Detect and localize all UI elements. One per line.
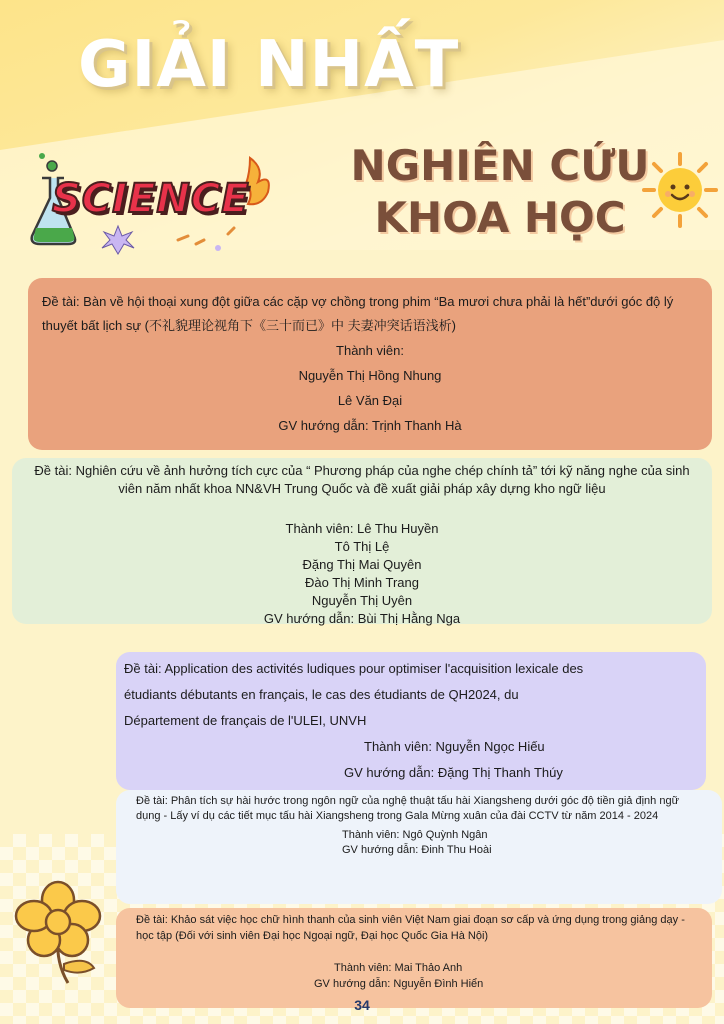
advisor: GV hướng dẫn: Nguyễn Đình Hiển xyxy=(314,978,484,990)
page-number: 34 xyxy=(354,997,370,1013)
member-name: Thành viên: Nguyễn Ngọc Hiếu xyxy=(364,739,545,754)
entry-card-2 xyxy=(12,458,712,624)
advisor: GV hướng dẫn: Đinh Thu Hoài xyxy=(342,844,492,856)
advisor: GV hướng dẫn: Đặng Thị Thanh Thúy xyxy=(344,765,563,780)
member-name: Đào Thị Minh Trang xyxy=(305,575,419,590)
member-name: Thành viên: Mai Thảo Anh xyxy=(334,962,463,974)
page-title: GIẢI NHẤT xyxy=(78,28,460,102)
entry-topic-line: Département de français de l'ULEI, UNVH xyxy=(124,713,367,728)
member-name: Nguyễn Thị Uyên xyxy=(311,593,413,608)
member-name: Tô Thị Lệ xyxy=(334,539,390,554)
advisor: GV hướng dẫn: Bùi Thị Hằng Nga xyxy=(263,611,461,626)
advisor: GV hướng dẫn: Trịnh Thanh Hà xyxy=(278,418,462,433)
sun-icon xyxy=(640,150,720,230)
entry-topic-line: étudiants débutants en français, le cas des étudiants de QH2024, du xyxy=(124,687,519,702)
member-name: Thành viên: Ngô Quỳnh Ngân xyxy=(342,829,488,841)
entry-card-1 xyxy=(28,278,712,450)
entry-topic-line: Đề tài: Application des activités ludiques pour optimiser l'acquisition lexicale des xyxy=(124,661,584,676)
entry-topic: Đề tài: Nghiên cứu về ảnh hưởng tích cực của “ Phương pháp của nghe chép chính tả” tới kỹ năng nghe của sinh viên năm nhất khoa NN&VH Trung Quốc và đề xuất giải pháp xây dựng kho ngữ liệu xyxy=(34,463,690,496)
entry-card-3 xyxy=(116,652,706,790)
science-badge xyxy=(28,148,288,258)
science-label: SCIENCE xyxy=(52,176,250,222)
member-name: Thành viên: Lê Thu Huyền xyxy=(285,521,439,536)
entry-topic: Đề tài: Khảo sát việc học chữ hình thanh của sinh viên Việt Nam giai đoạn sơ cấp và ứng dụng trong giảng dạy - học tập (Đối với sinh viên Đại học Ngoại ngữ, Đại học Quốc Gia Hà Nội) xyxy=(136,914,685,942)
section-title-line1: NGHIÊN CỨU xyxy=(350,141,650,190)
entry-card-4 xyxy=(116,790,722,904)
section-title-line2: KHOA HỌC xyxy=(374,193,626,242)
member-name: Đặng Thị Mai Quyên xyxy=(302,557,422,572)
member-name: Lê Văn Đại xyxy=(337,393,403,408)
entry-topic: Đề tài: Phân tích sự hài hước trong ngôn ngữ của nghệ thuật tấu hài Xiangsheng dưới góc độ tiền giả định ngữ dụng - Lấy ví dụ các tiết mục tấu hài Xiangsheng trong Gala Mừng xuân của đài CCTV từ năm 2014 - 2024 xyxy=(136,795,679,822)
section-title xyxy=(330,140,670,244)
members-label: Thành viên: xyxy=(336,343,404,358)
flower-icon xyxy=(8,878,108,988)
member-name: Nguyễn Thị Hồng Nhung xyxy=(298,368,442,383)
entry-topic: Đề tài: Bàn về hội thoại xung đột giữa các cặp vợ chồng trong phim “Ba mươi chưa phải là hết”dưới góc độ lý thuyết bất lịch sự (不礼貌理论视角下《三十而已》中 夫妻冲突话语浅析) xyxy=(42,294,674,333)
entry-card-5 xyxy=(116,908,712,1008)
